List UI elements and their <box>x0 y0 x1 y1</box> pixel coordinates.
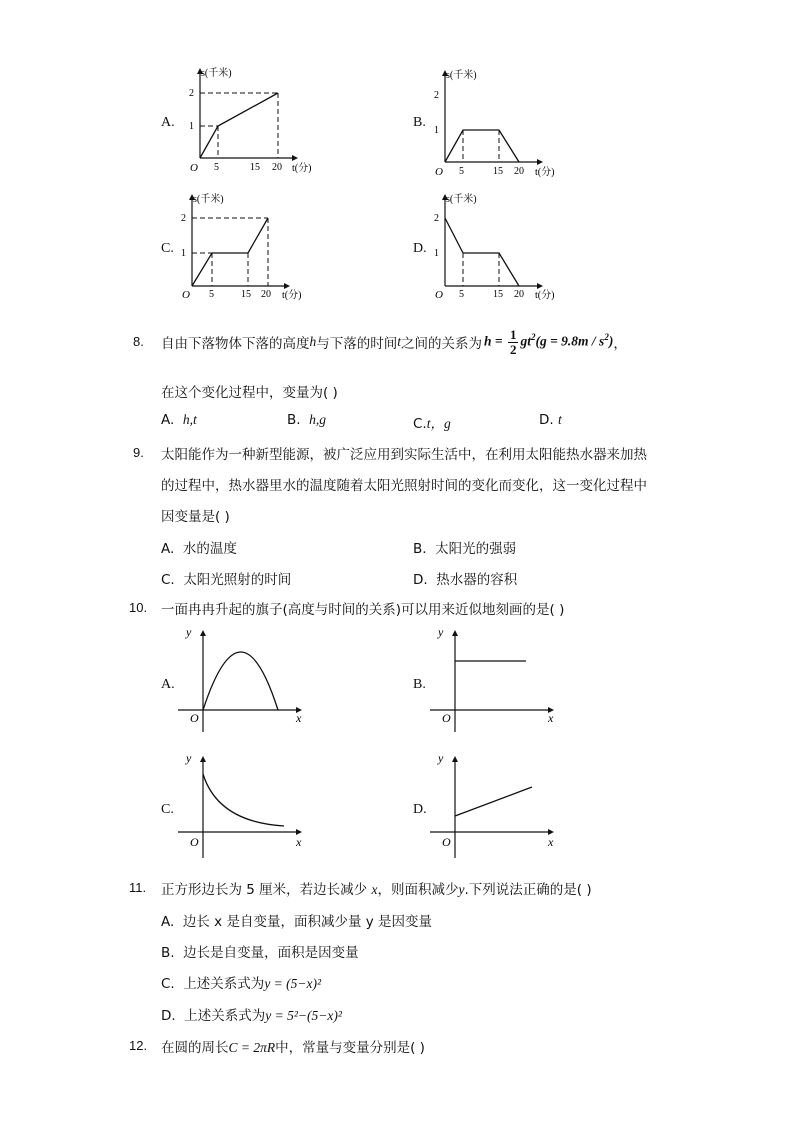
svg-text:1: 1 <box>434 248 439 259</box>
q9-option-b[interactable]: B. 太阳光的强弱 <box>413 541 517 557</box>
graph-a <box>180 66 320 178</box>
q10-option-c-label[interactable]: C. <box>161 802 174 817</box>
svg-text:20: 20 <box>261 289 271 300</box>
tick-x-20: 20 <box>272 162 282 173</box>
q9-option-a[interactable]: A. 水的温度 <box>161 541 237 557</box>
svg-text:15: 15 <box>241 289 251 300</box>
q8-option-c[interactable]: C.t，g <box>413 416 451 432</box>
graph-d-label: D. <box>413 241 427 256</box>
q10-text: 一面冉冉升起的旗子(高度与时间的关系)可以用来近似地刻画的是( ) <box>161 602 565 618</box>
q11-option-a[interactable]: A. 边长 x 是自变量，面积减少量 y 是因变量 <box>161 914 433 930</box>
svg-text:y: y <box>438 625 444 639</box>
tick-x-5: 5 <box>214 162 219 173</box>
svg-text:t(分): t(分) <box>535 167 555 178</box>
svg-text:O: O <box>442 835 451 849</box>
q11-option-d[interactable]: D. 上述关系式为y = 5²−(5−x)² <box>161 1008 342 1024</box>
svg-text:O: O <box>442 711 451 725</box>
svg-text:15: 15 <box>493 166 503 177</box>
svg-text:s(千米): s(千米) <box>446 70 477 81</box>
q8-option-a[interactable]: A. h,t <box>161 412 197 428</box>
tick-y-2: 2 <box>189 88 194 99</box>
q11-option-c[interactable]: C. 上述关系式为y = (5−x)² <box>161 976 322 992</box>
q10-number: 10. <box>129 600 148 615</box>
graph-a-label: A. <box>161 115 175 130</box>
svg-text:s(千米): s(千米) <box>446 194 477 205</box>
graph-c-label: C. <box>161 241 174 256</box>
graph-c <box>172 192 312 304</box>
q9-line1: 太阳能作为一种新型能源，被广泛应用到实际生活中，在利用太阳能热水器来加热 <box>161 447 647 463</box>
svg-text:x: x <box>296 711 302 725</box>
svg-text:s(千米): s(千米) <box>193 194 224 205</box>
q9-option-d[interactable]: D. 热水器的容积 <box>413 572 518 588</box>
q9-option-c[interactable]: C. 太阳光照射的时间 <box>161 572 292 588</box>
svg-text:O: O <box>182 289 190 301</box>
q10-option-a-label[interactable]: A. <box>161 677 175 692</box>
graph-b-label: B. <box>413 115 426 130</box>
svg-text:x: x <box>296 835 302 849</box>
q11-option-b[interactable]: B. 边长是自变量，面积是因变量 <box>161 945 359 961</box>
tick-x-15: 15 <box>250 162 260 173</box>
q9-line3: 因变量是( ) <box>161 509 230 525</box>
q8-line2: 在这个变化过程中，变量为( ) <box>161 385 338 401</box>
q10-graph-c <box>178 748 308 866</box>
q10-option-b-label[interactable]: B. <box>413 677 426 692</box>
q9-number: 9. <box>133 445 144 460</box>
svg-text:y: y <box>186 625 192 639</box>
q11-number: 11. <box>129 880 147 895</box>
graph-b <box>425 68 565 180</box>
q10-graph-a <box>178 622 308 740</box>
svg-text:t(分): t(分) <box>535 290 555 301</box>
svg-text:20: 20 <box>514 166 524 177</box>
svg-text:t(分): t(分) <box>282 290 302 301</box>
q12-number: 12. <box>129 1038 148 1053</box>
svg-text:1: 1 <box>434 125 439 136</box>
svg-text:1: 1 <box>181 248 186 259</box>
svg-text:5: 5 <box>459 289 464 300</box>
q10-option-d-label[interactable]: D. <box>413 802 427 817</box>
t-label: t(分) <box>292 163 312 174</box>
origin: O <box>190 162 198 174</box>
q8-option-d[interactable]: D. t <box>539 412 562 428</box>
svg-text:2: 2 <box>181 213 186 224</box>
q9-line2: 的过程中，热水器里水的温度随着太阳光照射时间的变化而变化，这一变化过程中 <box>161 478 647 494</box>
svg-text:x: x <box>548 711 554 725</box>
q8-formula: h = $\frac{1}{2}$ $gt^2(g = 9.8m / s^2)$ <box>484 326 614 357</box>
q8-option-b[interactable]: B. h,g <box>287 412 327 428</box>
svg-text:x: x <box>548 835 554 849</box>
svg-text:2: 2 <box>434 213 439 224</box>
svg-text:O: O <box>435 289 443 301</box>
graph-d <box>425 192 565 304</box>
svg-text:O: O <box>190 711 199 725</box>
svg-text:y: y <box>186 751 192 765</box>
svg-text:15: 15 <box>493 289 503 300</box>
s-label: s(千米) <box>201 68 232 79</box>
svg-text:2: 2 <box>434 90 439 101</box>
svg-text:5: 5 <box>209 289 214 300</box>
q10-graph-d <box>430 748 560 866</box>
svg-text:20: 20 <box>514 289 524 300</box>
svg-text:y: y <box>438 751 444 765</box>
tick-y-1: 1 <box>189 121 194 132</box>
q11-stem: 正方形边长为 5 厘米，若边长减少 x，则面积减少y.下列说法正确的是( ) <box>161 882 592 898</box>
svg-text:5: 5 <box>459 166 464 177</box>
q8-stem: 自由下落物体下落的高度 h 与下落的时间 t 之间的关系为 h = $\frac{1}{2}$ $gt^2(g = 9.8m / s^2)$ ， <box>161 326 627 357</box>
q12-stem: 在圆的周长C = 2πR中，常量与变量分别是( ) <box>161 1040 425 1056</box>
q8-number: 8. <box>133 334 144 349</box>
svg-text:O: O <box>190 835 199 849</box>
q10-graph-b <box>430 622 560 740</box>
svg-text:O: O <box>435 166 443 178</box>
